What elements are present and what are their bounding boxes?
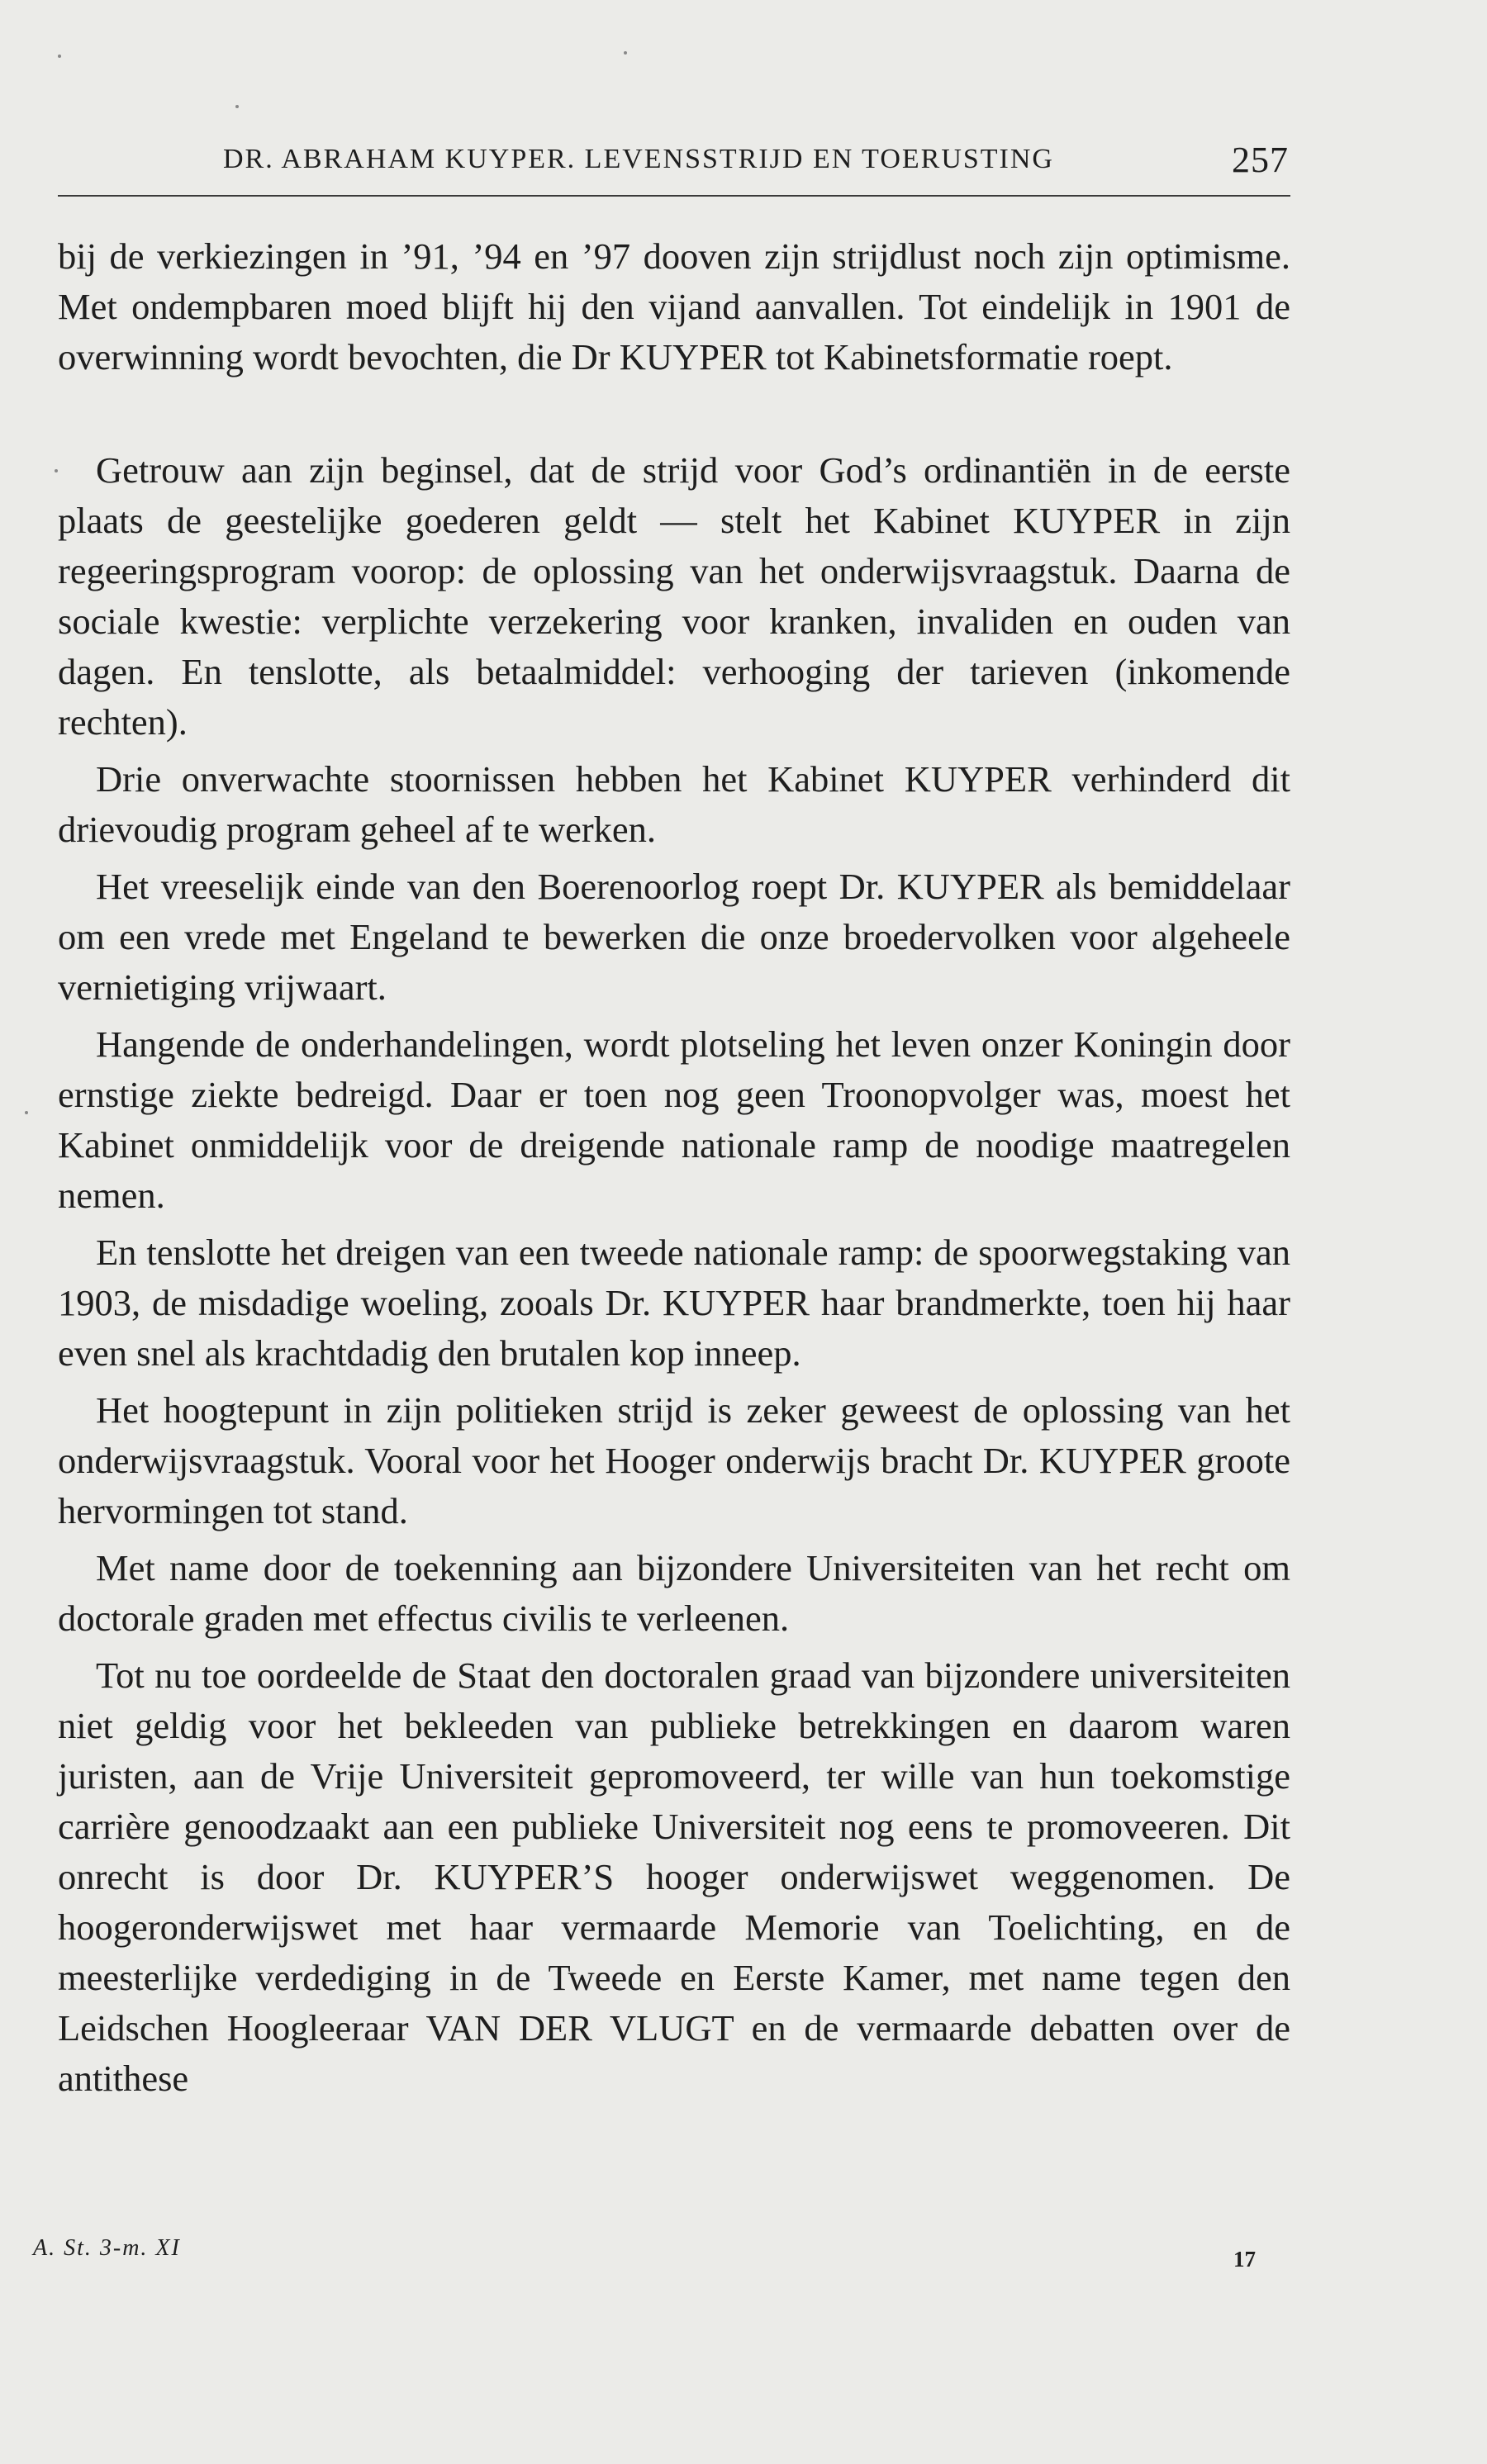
page-number: 257	[1232, 140, 1289, 180]
paragraph-5: Hangende de onderhandelingen, wordt plotseling het leven onzer Koningin door ernstige ziekte bedreigd. Daar er toen nog geen Troonopvolger was, moest het Kabinet onmiddelijk voor de dreigende nationale ramp de noodige maatregelen nemen.	[58, 1023, 1290, 1216]
sheet-number: 17	[1233, 2247, 1256, 2272]
paragraph-4: Het vreeselijk einde van den Boerenoorlog roept Dr. KUYPER als bemiddelaar om een vrede met Engeland te bewerken die onze broedervolken voor algeheele vernietiging vrijwaart.	[58, 866, 1290, 1008]
header-rule	[58, 195, 1290, 197]
paper-speck	[235, 105, 239, 108]
paper-speck	[55, 469, 58, 472]
printer-signature: A. St. 3-m. XI	[33, 2235, 181, 2261]
paragraph-8: Met name door de toekenning aan bijzondere Universiteiten van het recht om doctorale graden met effectus civilis te verleenen.	[58, 1547, 1290, 1639]
paragraph-7: Het hoogtepunt in zijn politieken strijd is zeker geweest de oplossing van het onderwijsvraagstuk. Vooral voor het Hooger onderwijs bracht Dr. KUYPER groote hervormingen tot stand.	[58, 1389, 1290, 1531]
paragraph-1: bij de verkiezingen in ’91, ’94 en ’97 dooven zijn strijdlust noch zijn optimisme. Met ondempbaren moed blijft hij den vijand aanvallen. Tot eindelijk in 1901 de overwinning wordt bevochten, die Dr KUYPER tot Kabinetsformatie roept.	[58, 235, 1290, 377]
page-header	[58, 139, 1289, 188]
paper-speck	[25, 1111, 28, 1114]
paragraph-9: Tot nu toe oordeelde de Staat den doctoralen graad van bijzondere universiteiten niet geldig voor het bekleeden van publieke betrekkingen en daarom waren juristen, aan de Vrije Universiteit gepromoveerd, ter wille van hun toekomstige carrière genoodzaakt aan een publieke Universiteit nog eens te promoveeren. Dit onrecht is door Dr. KUYPER’S hooger onderwijswet weggenomen. De hoogeronderwijswet met haar vermaarde Memorie van Toelichting, en de meesterlijke verdediging in de Tweede en Eerste Kamer, met name tegen den Leidschen Hoogleeraar VAN DER VLUGT en de vermaarde debatten over de antithese	[58, 1655, 1290, 2099]
body-text	[58, 231, 1290, 2104]
paragraph-2: Getrouw aan zijn beginsel, dat de strijd voor God’s ordinantiën in de eerste plaats de geestelijke goederen geldt — stelt het Kabinet KUYPER in zijn regeeringsprogram voorop: de oplossing van het onderwijsvraagstuk. Daarna de sociale kwestie: verplichte verzekering voor kranken, invaliden en ouden van dagen. En tenslotte, als betaalmiddel: verhooging der tarieven (inkomende rechten).	[58, 449, 1290, 743]
paragraph-3: Drie onverwachte stoornissen hebben het Kabinet KUYPER verhinderd dit drievoudig program geheel af te werken.	[58, 758, 1290, 850]
paragraph-6: En tenslotte het dreigen van een tweede nationale ramp: de spoorwegstaking van 1903, de misdadige woeling, zooals Dr. KUYPER haar brandmerkte, toen hij haar even snel als krachtdadig den brutalen kop inneep.	[58, 1232, 1290, 1374]
paper-speck	[624, 51, 627, 55]
running-head: DR. ABRAHAM KUYPER. LEVENSSTRIJD EN TOERUSTING	[223, 144, 1054, 174]
paper-speck	[58, 55, 61, 58]
